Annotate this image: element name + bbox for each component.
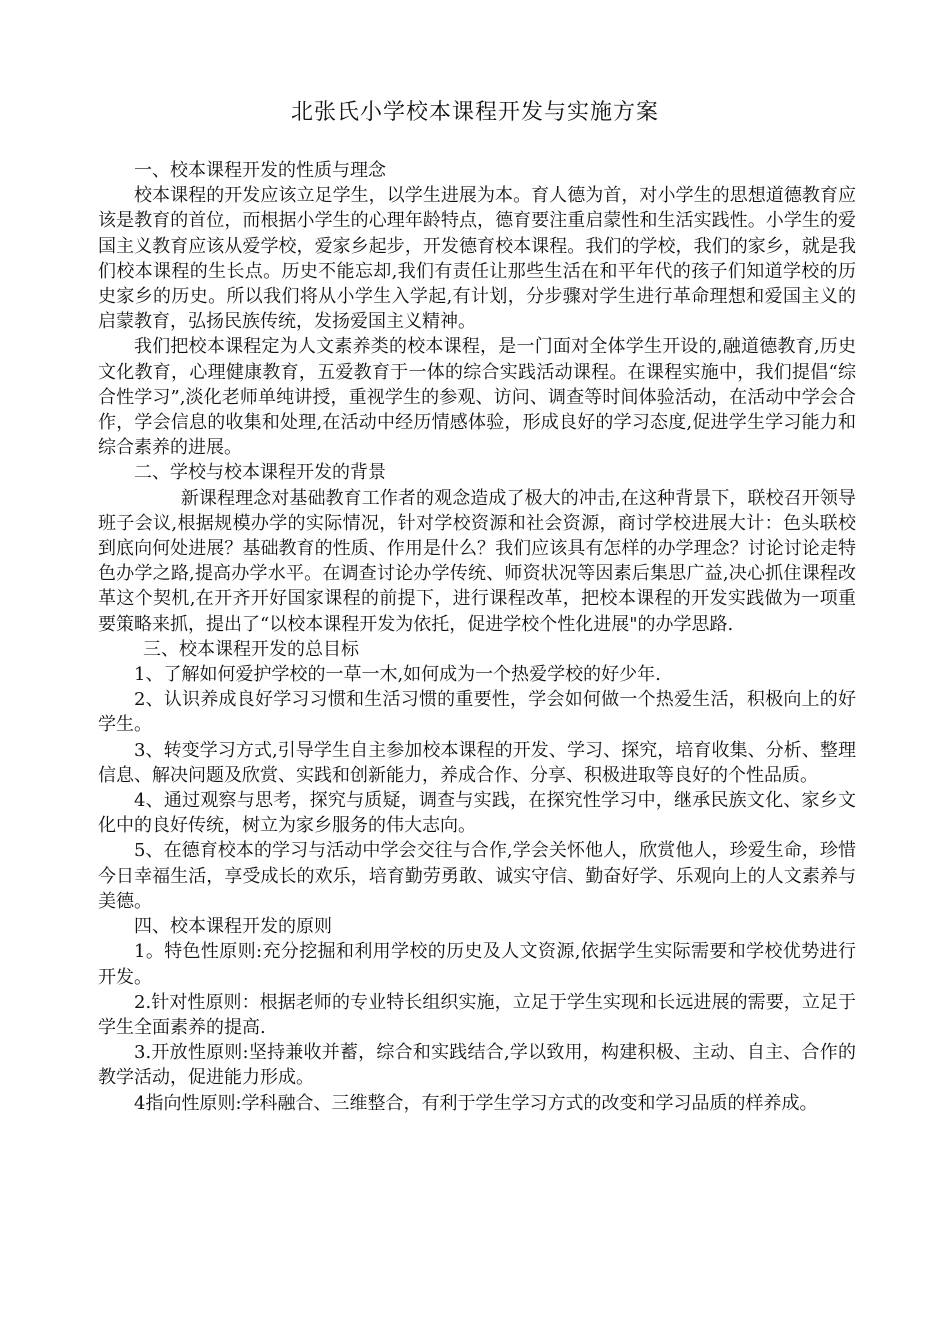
goal-item-1: 1、了解如何爱护学校的一草一木,如何成为一个热爱学校的好少年. [134, 664, 661, 686]
section-heading-4: 四、校本课程开发的原则 [134, 916, 332, 938]
goal-item-4: 4、通过观察与思考，探究与质疑，调查与实践，在探究性学习中，继承民族文化、家乡文化中的良好传统，树立为家乡服务的伟大志向。 [98, 790, 856, 837]
section-1-paragraph-2: 我们把校本课程定为人文素养类的校本课程，是一门面对全体学生开设的,融道德教育,历史文化教育，心理健康教育，五爱教育于一体的综合实践活动课程。在课程实施中，我们提倡“综合性学习”,淡化老师单纯讲授，重视学生的参观、访问、调查等时间体验活动，在活动中学会合作，学会信息的收集和处理,在活动中经历情感体验，形成良好的学习态度,促进学生学习能力和综合素养的进展。 [98, 336, 856, 459]
principle-item-3: 3.开放性原则:坚持兼收并蓄，综合和实践结合,学以致用，构建积极、主动、自主、合作的教学活动，促进能力形成。 [98, 1042, 856, 1089]
section-heading-3: 三、校本课程开发的总目标 [143, 638, 359, 660]
principle-item-4: 4指向性原则:学科融合、三维整合，有利于学生学习方式的改变和学习品质的样养成。 [134, 1092, 818, 1114]
goal-item-3: 3、转变学习方式,引导学生自主参加校本课程的开发、学习、探究，培育收集、分析、整理信息、解决问题及欣赏、实践和创新能力，养成合作、分享、积极进取等良好的个性品质。 [98, 739, 856, 786]
document-body [98, 158, 856, 1116]
document-title: 北张氏小学校本课程开发与实施方案 [290, 100, 659, 125]
goal-item-2: 2、认识养成良好学习习惯和生活习惯的重要性，学会如何做一个热爱生活，积极向上的好学生。 [98, 689, 856, 736]
principle-item-1: 1。特色性原则:充分挖掘和利用学校的历史及人文资源,依据学生实际需要和学校优势进行开发。 [98, 941, 856, 988]
section-heading-2: 二、学校与校本课程开发的背景 [134, 462, 386, 484]
principle-item-2: 2.针对性原则：根据老师的专业特长组织实施，立足于学生实现和长远进展的需要，立足于学生全面素养的提高. [98, 991, 856, 1038]
goal-item-5: 5、在德育校本的学习与活动中学会交往与合作,学会关怀他人，欣赏他人，珍爱生命，珍惜今日幸福生活，享受成长的欢乐，培育勤劳勇敢、诚实守信、勤奋好学、乐观向上的人文素养与美德。 [98, 840, 856, 912]
section-heading-1: 一、校本课程开发的性质与理念 [134, 160, 386, 181]
section-1-paragraph-1: 校本课程的开发应该立足学生，以学生进展为本。育人德为首，对小学生的思想道德教育应该是教育的首位，而根据小学生的心理年龄特点，德育要注重启蒙性和生活实践性。小学生的爱国主义教育应该从爱学校，爱家乡起步，开发德育校本课程。我们的学校，我们的家乡，就是我们校本课程的生长点。历史不能忘却,我们有责任让那些生活在和平年代的孩子们知道学校的历史家乡的历史。所以我们将从小学生入学起,有计划，分步骤对学生进行革命理想和爱国主义的启蒙教育，弘扬民族传统，发扬爱国主义精神。 [98, 185, 856, 333]
section-2-paragraph-1: 新课程理念对基础教育工作者的观念造成了极大的冲击,在这种背景下，联校召开领导班子会议,根据规模办学的实际情况，针对学校资源和社会资源，商讨学校进展大计：色头联校到底向何处进展？基础教育的性质、作用是什么？我们应该具有怎样的办学理念？讨论讨论走特色办学之路,提高办学水平。在调查讨论办学传统、师资状况等因素后集思广益,决心抓住课程改革这个契机,在开齐开好国家课程的前提下，进行课程改革，把校本课程的开发实践做为一项重要策略来抓，提出了“以校本课程开发为依托，促进学校个性化进展"的办学思路. [98, 487, 856, 635]
